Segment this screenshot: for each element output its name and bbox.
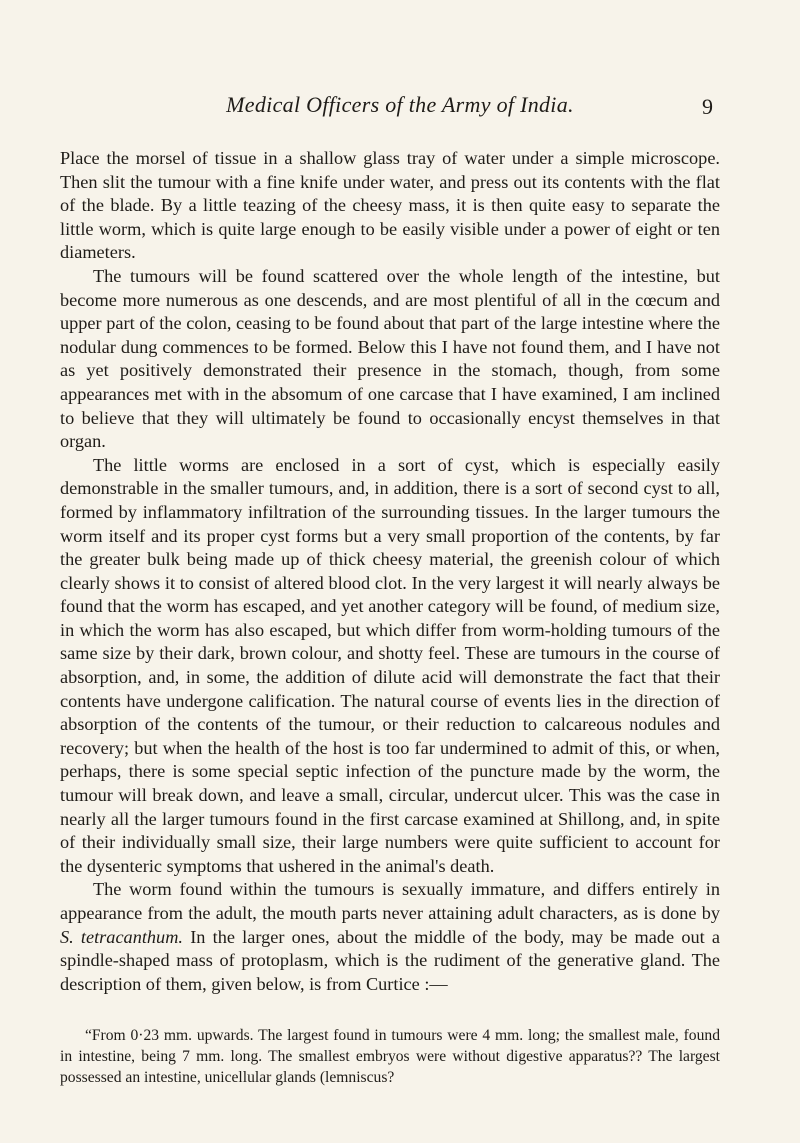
running-title: Medical Officers of the Army of India. [226, 92, 574, 117]
paragraph-1: Place the morsel of tissue in a shallow glass tray of water under a simple microscope. Then slit the tumour with a fine knife under water, and press out its contents with the flat of the blade. By a little teazing of the cheesy mass, it is then quite easy to separate the little worm, which is quite large enough to be easily visible under a power of eight or ten diameters. [60, 148, 720, 263]
paragraph-2: The tumours will be found scattered over the whole length of the intestine, but become more numerous as one descends, and are most plentiful of all in the cœcum and upper part of the colon, ceasing to be found about that part of the large intestine where the nodular dung commences to be formed. Below this I have not found them, and I have not as yet positively demonstrated their presence in the stomach, though, from some appearances met with in the absomum of one carcase that I have examined, I am inclined to believe that they will ultimately be found to occasionally encyst themselves in that organ. [60, 265, 720, 452]
paragraph-4 [60, 878, 720, 996]
species-name: S. tetracanthum. [60, 926, 183, 947]
page-number: 9 [702, 94, 713, 119]
curtice-quote [60, 1025, 720, 1088]
paragraph-4-text-b: In the larger ones, about the middle of the body, may be made out a spindle-shaped mass of protoplasm, which is the rudiment of the generative gland. The description of them, given below, is from Curtice :— [60, 926, 721, 994]
paragraph-4-text-a: The worm found within the tumours is sexually immature, and differs entirely in appearance from the adult, the mouth parts never attaining adult characters, as is done by [60, 879, 720, 923]
paragraph-3: The little worms are enclosed in a sort of cyst, which is especially easily demonstrable in the smaller tumours, and, in addition, there is a sort of second cyst to all, formed by inflammatory infiltration of the surrounding tissues. In the larger tumours the worm itself and its proper cyst forms but a very small proportion of the contents, by far the greater bulk being made up of thick cheesy material, the greenish colour of which clearly shows it to consist of altered blood clot. In the very largest it will nearly always be found that the worm has escaped, and yet another category will be found, of medium size, in which the worm has also escaped, but which differ from worm-holding tumours of the same size by their dark, brown colour, and shotty feel. These are tumours in the course of absorption, and, in some, the addition of dilute acid will demonstrate the fact that their contents have undergone calification. The natural course of events lies in the direction of absorption of the contents of the tumour, or their reduction to calcareous nodules and recovery; but when the health of the host is too far undermined to admit of this, or when, perhaps, there is some special septic infection of the puncture made by the worm, the tumour will break down, and leave a small, circular, undercut ulcer. This was the case in nearly all the larger tumours found in the first carcase examined at Shillong, and, in spite of their individually small size, their large numbers were quite sufficient to account for the dysenteric symptoms that ushered in the animal's death. [60, 454, 720, 876]
running-head [0, 92, 800, 122]
quote-text: “From 0·23 mm. upwards. The largest found in tumours were 4 mm. long; the smallest male, found in intestine, being 7 mm. long. The smallest embryos were without digestive apparatus?? The largest possessed an intestine, unicellular glands (lemniscus? [60, 1027, 720, 1086]
body-text [60, 147, 720, 996]
